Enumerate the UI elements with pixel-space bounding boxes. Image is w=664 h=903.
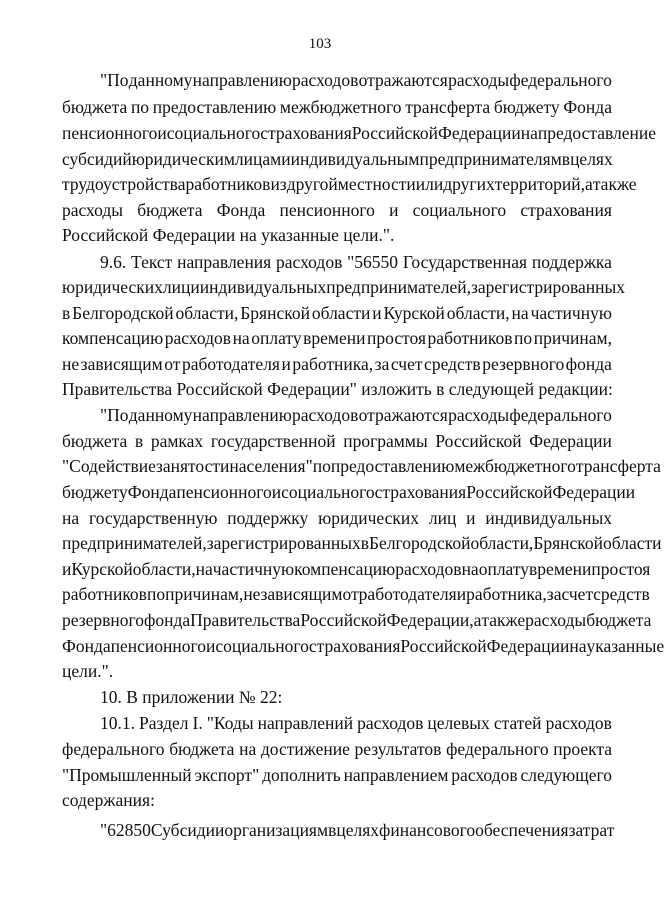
word: причинам,: [533, 328, 612, 348]
word: направлений: [257, 713, 354, 733]
word: частичную: [530, 303, 612, 323]
word: предоставлению: [330, 456, 455, 476]
word: поддержку: [227, 508, 309, 528]
word: отражаются: [358, 70, 448, 90]
word: данному: [128, 405, 193, 425]
word: а: [473, 610, 482, 630]
word: страхования: [520, 200, 612, 220]
word: Фонда: [62, 636, 111, 656]
word: целевых: [427, 713, 490, 733]
word: расходов: [545, 713, 612, 733]
word: на: [461, 559, 479, 579]
text-line: [62, 505, 612, 531]
word: зависящим: [80, 354, 163, 374]
word: в: [62, 303, 71, 323]
word: направления: [177, 252, 272, 272]
word: следующего: [520, 765, 612, 785]
text-line: [62, 94, 612, 120]
word: проекта: [553, 739, 612, 759]
word: на: [569, 636, 587, 656]
word: расходы: [525, 610, 587, 630]
word: предоставление: [537, 123, 657, 143]
word: в: [561, 149, 571, 169]
word: расходов: [292, 405, 359, 425]
word: индивидуальных: [485, 508, 612, 528]
word: страхования: [374, 482, 467, 502]
word: бюджета: [62, 97, 128, 117]
word: средств: [593, 584, 650, 604]
word: а: [585, 174, 593, 194]
word: и: [205, 636, 216, 656]
word: Курской: [383, 303, 445, 323]
text-line: [62, 120, 657, 146]
word: работодателя: [358, 584, 457, 604]
word: Субсидии: [150, 820, 225, 840]
text-line: [100, 710, 612, 736]
word: резервного: [482, 354, 565, 374]
text-line: [100, 67, 612, 93]
word: и: [456, 584, 467, 604]
word: индивидуальным: [290, 149, 420, 169]
word: Фонда: [216, 200, 266, 220]
word: статей: [493, 713, 542, 733]
text-line: [62, 736, 612, 762]
word: трудоустройства: [62, 174, 186, 194]
word: финансового: [379, 820, 476, 840]
word: лиц: [162, 277, 191, 297]
word: Фонда: [563, 97, 612, 117]
word: организациям: [224, 820, 329, 840]
word: и: [62, 559, 72, 579]
word: трансферта: [575, 456, 661, 476]
word: работников: [62, 584, 147, 604]
word: компенсацию: [294, 559, 396, 579]
word: из: [270, 174, 287, 194]
word: расходов: [357, 713, 424, 733]
word: бюджета: [169, 739, 235, 759]
word: времени: [529, 559, 592, 579]
word: компенсацию: [62, 328, 164, 348]
word: также: [481, 610, 526, 630]
text-line: [62, 171, 637, 197]
word: Федерации,: [386, 610, 474, 630]
word: в: [328, 820, 337, 840]
word: расходы: [62, 200, 124, 220]
word: за: [374, 354, 390, 374]
word: области: [311, 303, 371, 323]
word: или: [415, 174, 444, 194]
word: местности: [337, 174, 416, 194]
word: по: [146, 584, 166, 604]
word: и: [190, 277, 200, 297]
word: на: [195, 559, 213, 579]
text-line: [100, 249, 612, 275]
word: Брянской: [533, 533, 604, 553]
word: 9.6.: [100, 252, 127, 272]
word: лиц: [428, 508, 457, 528]
text-line: [100, 402, 612, 428]
word: целях: [336, 820, 379, 840]
word: расходов: [395, 559, 462, 579]
text-line: [62, 453, 661, 479]
word: пенсионного: [279, 200, 375, 220]
word: работника,: [292, 354, 374, 374]
word: расходов: [164, 328, 232, 348]
word: области,: [132, 559, 196, 579]
word: бюджета: [137, 200, 203, 220]
text-line: [62, 197, 612, 223]
word: "Коды: [206, 713, 254, 733]
word: рамках: [150, 431, 204, 451]
word: Федерации: [438, 123, 521, 143]
word: "Промышленный: [62, 765, 192, 785]
word: причинам,: [165, 584, 244, 604]
word: счет: [390, 354, 423, 374]
word: государственную: [88, 508, 218, 528]
word: дополнить: [262, 765, 341, 785]
word: другой: [286, 174, 338, 194]
word: Правительства: [190, 610, 301, 630]
word: работников: [427, 328, 513, 348]
word: резервного: [62, 610, 145, 630]
word: расходов: [451, 765, 518, 785]
word: фонда: [144, 610, 191, 630]
word: по: [312, 456, 331, 476]
word: расходов: [276, 252, 343, 272]
word: частичную: [212, 559, 295, 579]
word: целях: [570, 149, 613, 169]
word: Федерации: [486, 636, 570, 656]
word: лицам: [234, 149, 282, 169]
word: за: [546, 584, 562, 604]
word: I.: [192, 713, 203, 733]
word: расходы: [448, 70, 510, 90]
word: государственной: [210, 431, 336, 451]
word: области: [603, 533, 662, 553]
word: Белгородской: [72, 303, 174, 323]
text-line: [62, 274, 625, 300]
word: направлению: [192, 405, 292, 425]
word: трансферта: [405, 97, 491, 117]
word: других: [443, 174, 495, 194]
word: юридических: [62, 277, 163, 297]
word: в: [134, 431, 144, 451]
text-line: [62, 479, 636, 505]
word: зависящим: [260, 584, 343, 604]
word: зарегистрированных: [470, 277, 625, 297]
word: бюджета: [62, 431, 128, 451]
word: достижение: [260, 739, 350, 759]
text-line: [62, 607, 652, 633]
text-line: [62, 325, 612, 351]
word: социального: [215, 636, 309, 656]
word: указанные: [586, 636, 664, 656]
word: Белгородской: [369, 533, 471, 553]
word: в: [360, 533, 369, 553]
word: экспорт": [194, 765, 260, 785]
word: Государственная: [402, 252, 528, 272]
word: данному: [128, 70, 193, 90]
word: предоставлению: [152, 97, 277, 117]
word: работодателя: [181, 354, 280, 374]
word: "62850: [100, 820, 151, 840]
word: пенсионного: [176, 482, 272, 502]
word: работника,: [466, 584, 547, 604]
word: и: [281, 149, 291, 169]
word: направлению: [192, 70, 292, 90]
word: и: [271, 482, 282, 502]
word: на: [232, 328, 250, 348]
word: времени: [303, 328, 366, 348]
word: пенсионного: [110, 636, 206, 656]
word: на: [511, 303, 529, 323]
word: бюджету: [62, 482, 128, 502]
word: области,: [446, 303, 510, 323]
word: федерального: [446, 739, 549, 759]
word: Брянской: [240, 303, 310, 323]
word: бюджету: [493, 97, 560, 117]
word: затрат: [568, 820, 615, 840]
text-line: [62, 581, 650, 607]
word: на: [239, 739, 257, 759]
word: предпринимателям: [419, 149, 562, 169]
word: юридическим: [131, 149, 235, 169]
word: средств: [424, 354, 481, 374]
word: бюджета: [586, 610, 652, 630]
word: Российской: [400, 636, 487, 656]
word: социального: [166, 123, 261, 143]
word: результатов: [354, 739, 442, 759]
text-line: [100, 817, 615, 843]
word: федерального: [62, 739, 165, 759]
word: расходов: [292, 70, 359, 90]
text-line: 10. В приложении № 22:: [100, 687, 283, 707]
text-line: [62, 300, 612, 326]
word: зарегистрированных: [206, 533, 361, 553]
word: от: [342, 584, 359, 604]
word: простоя: [591, 559, 651, 579]
word: оплату: [251, 328, 302, 348]
word: расходы: [448, 405, 510, 425]
word: 10.1.: [100, 713, 135, 733]
word: территорий,: [494, 174, 586, 194]
word: "По: [100, 70, 129, 90]
word: субсидий: [62, 149, 132, 169]
word: Раздел: [139, 713, 189, 733]
word: направлением: [343, 765, 449, 785]
text-line: [62, 428, 612, 454]
word: "По: [100, 405, 129, 425]
word: счет: [561, 584, 594, 604]
word: на: [62, 508, 80, 528]
word: на: [520, 123, 538, 143]
word: по: [514, 328, 533, 348]
text-line: [62, 633, 664, 659]
word: и: [389, 200, 399, 220]
text-line: [62, 146, 612, 172]
word: Фонда: [127, 482, 177, 502]
word: области,: [175, 303, 239, 323]
word: страхования: [260, 123, 352, 143]
word: Федерации: [529, 431, 612, 451]
word: Курской: [71, 559, 133, 579]
word: отражаются: [358, 405, 448, 425]
word: страхования: [308, 636, 401, 656]
text-line: [62, 556, 651, 582]
word: межбюджетного: [454, 456, 576, 476]
word: Российской: [300, 610, 387, 630]
word: и: [281, 354, 291, 374]
word: от: [164, 354, 181, 374]
text-line: [62, 351, 612, 377]
text-line: Правительства Российской Федерации" изложить в следующей редакции:: [62, 379, 613, 399]
word: не: [62, 354, 80, 374]
word: населения": [229, 456, 313, 476]
text-line: Российской Федерации на указанные цели.".: [62, 225, 395, 245]
text-line: [62, 762, 612, 788]
word: занятости: [155, 456, 230, 476]
word: пенсионного: [62, 123, 158, 143]
word: программы: [343, 431, 428, 451]
word: обеспечения: [475, 820, 569, 840]
word: по: [130, 97, 150, 117]
word: предпринимателей,: [62, 533, 207, 553]
word: и: [466, 508, 476, 528]
word: Текст: [131, 252, 173, 272]
word: Федерации: [552, 482, 636, 502]
word: Российской: [351, 123, 439, 143]
text-line: содержания:: [62, 790, 155, 810]
word: межбюджетного: [279, 97, 402, 117]
word: юридических: [318, 508, 420, 528]
word: работников: [185, 174, 271, 194]
word: простоя: [367, 328, 426, 348]
word: поддержка: [531, 252, 612, 272]
word: "Содействие: [62, 456, 156, 476]
word: индивидуальных: [199, 277, 327, 297]
word: и: [372, 303, 382, 323]
word: фонда: [565, 354, 612, 374]
text-line: [62, 530, 662, 556]
word: "56550: [347, 252, 399, 272]
word: социального: [412, 200, 507, 220]
word: федерального: [509, 405, 612, 425]
text-line: цели.".: [62, 661, 114, 681]
page-number: 103: [308, 36, 332, 52]
word: не: [243, 584, 261, 604]
word: предпринимателей,: [326, 277, 471, 297]
word: и: [157, 123, 167, 143]
word: Российской: [435, 431, 522, 451]
word: социального: [281, 482, 375, 502]
word: области,: [470, 533, 534, 553]
word: также: [592, 174, 637, 194]
word: оплату: [478, 559, 530, 579]
word: Российской: [466, 482, 553, 502]
word: федерального: [509, 70, 612, 90]
